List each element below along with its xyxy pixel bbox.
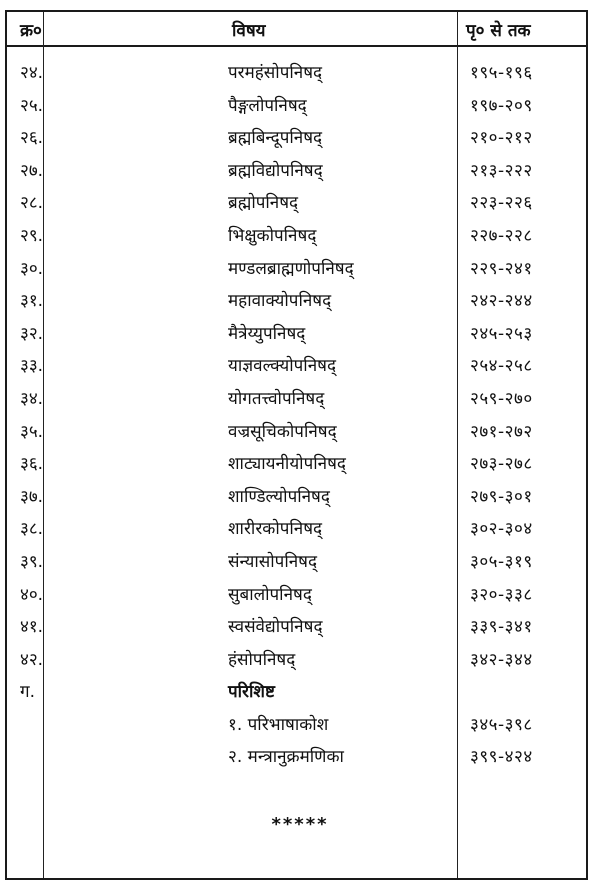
item-subject: शाण्डिल्योपनिषद् [228,486,330,507]
item-subject: याज्ञवल्क्योपनिषद् [228,356,336,377]
item-number: ३०. [20,258,44,279]
item-number: ४०. [20,584,44,605]
item-subject: हंसोपनिषद् [228,649,296,670]
item-number: ३९. [20,551,44,572]
item-pages: २२३-२२६ [470,193,533,214]
item-number: २४. [20,63,44,83]
item-subject: भिक्षुकोपनिषद् [228,225,317,246]
appendix-heading: परिशिष्ट [228,682,275,703]
list-item [0,89,600,122]
item-subject: स्वसंवेद्योपनिषद् [228,617,323,638]
list-item [0,382,600,415]
item-pages: २१३-२२२ [470,160,533,181]
item-subject: मण्डलब्राह्मणोपनिषद् [228,258,354,279]
item-pages: २४५-२५३ [470,323,533,344]
list-item [0,512,600,545]
item-subject: महावाक्योपनिषद् [228,291,332,312]
list-item [0,317,600,350]
item-pages: २७१-२७२ [470,421,533,442]
item-number: २५. [20,95,44,116]
item-number: २९. [20,225,44,246]
item-pages: २७९-३०१ [470,486,533,507]
item-pages: ३०२-३०४ [470,519,533,540]
item-pages: २५४-२५८ [470,356,533,377]
item-number: ३३. [20,356,44,377]
item-number: ३७. [20,486,44,507]
list-item [0,480,600,513]
item-pages: ३३९-३४१ [470,617,533,638]
contents-list [0,56,600,773]
item-subject: ब्रह्मबिन्दूपनिषद् [228,128,323,149]
item-pages: १९५-१९६ [470,63,533,83]
header-rule [5,45,588,47]
list-item [0,186,600,219]
item-number: २७. [20,160,44,181]
list-item [0,415,600,448]
item-number: ३५. [20,421,44,442]
list-item [0,447,600,480]
header-number: क्र० [20,21,42,41]
item-subject: शाट्यायनीयोपनिषद् [228,454,346,475]
item-subject: शारीरकोपनिषद् [228,519,323,540]
end-stars: ***** [271,814,329,835]
list-item [0,349,600,382]
item-subject: योगतत्त्वोपनिषद् [228,388,325,409]
item-pages: २२७-२२८ [470,225,533,246]
item-pages: २५९-२७० [470,388,533,409]
item-pages: ३२०-३३८ [470,584,533,605]
item-number: २८. [20,193,44,214]
list-item [0,56,600,89]
item-subject: सुबालोपनिषद् [228,584,312,605]
item-pages: ३९९-४२४ [470,747,533,768]
item-subject: वज्रसूचिकोपनिषद् [228,421,337,442]
item-pages: २२९-२४१ [470,258,533,279]
item-pages: ३४५-३९८ [470,714,533,735]
item-number: ग. [20,682,35,703]
list-item [0,121,600,154]
list-item [0,578,600,611]
item-subject: १. परिभाषाकोश [228,714,329,735]
list-item [0,740,600,773]
list-item [0,219,600,252]
item-pages: ३०५-३१९ [470,551,533,572]
item-pages: १९७-२०९ [470,95,533,116]
item-number: ३८. [20,519,44,540]
list-item [0,284,600,317]
item-number: ३४. [20,388,44,409]
item-subject: ब्रह्मविद्योपनिषद् [228,160,323,181]
header-subject: विषय [232,21,266,41]
list-item [0,708,600,741]
list-item [0,545,600,578]
item-pages: ३४२-३४४ [470,649,533,670]
item-subject: ब्रह्मोपनिषद् [228,193,299,214]
appendix-heading-row [0,675,600,708]
item-pages: २७३-२७८ [470,454,533,475]
list-item [0,643,600,676]
item-number: ३६. [20,454,44,475]
header-pages: पृ० से तक [466,21,531,41]
list-item [0,154,600,187]
item-subject: मैत्रेय्युपनिषद् [228,323,306,344]
item-pages: २१०-२१२ [470,128,533,149]
item-number: ३२. [20,323,44,344]
item-subject: परमहंसोपनिषद् [228,63,323,83]
item-subject: पैङ्गलोपनिषद् [228,95,307,116]
item-number: ३१. [20,291,44,312]
item-number: ४२. [20,649,44,670]
item-subject: संन्यासोपनिषद् [228,551,318,572]
item-number: ४१. [20,617,44,638]
item-subject: २. मन्त्रानुक्रमणिका [228,747,344,768]
item-number: २६. [20,128,44,149]
item-pages: २४२-२४४ [470,291,533,312]
list-item [0,610,600,643]
list-item [0,252,600,285]
